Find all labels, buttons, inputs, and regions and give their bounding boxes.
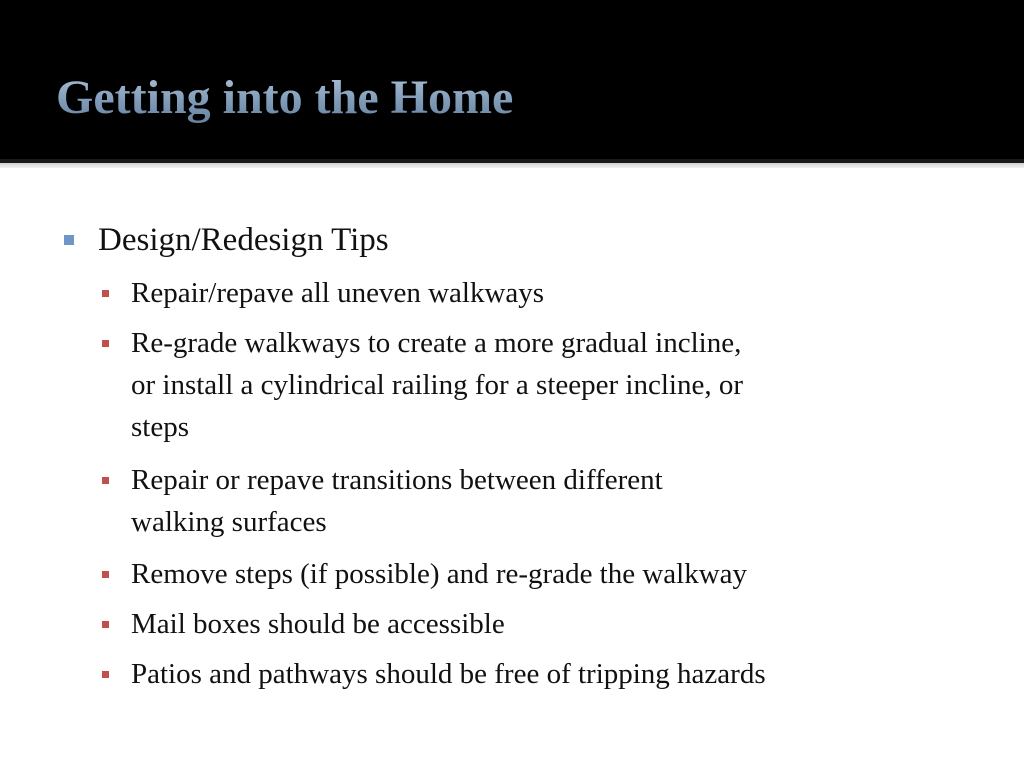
level2-bullet-icon (102, 621, 109, 628)
sub-bullet-line: steps (131, 411, 189, 443)
sub-bullet-line: walking surfaces (131, 506, 327, 538)
sub-bullet-line: Re-grade walkways to create a more gradual incline, (131, 327, 742, 359)
sub-bullet-line: or install a cylindrical railing for a steeper incline, or (131, 369, 743, 401)
level2-bullet-icon (102, 340, 109, 347)
sub-bullet-line: Repair or repave transitions between different (131, 464, 663, 496)
level1-bullet-icon (64, 235, 74, 245)
level2-bullet-icon (102, 671, 109, 678)
title-bar (0, 0, 1024, 159)
level2-bullet-icon (102, 290, 109, 297)
bullet-heading: Design/Redesign Tips (98, 222, 389, 258)
sub-bullet-line: Repair/repave all uneven walkways (131, 277, 545, 309)
level2-bullet-icon (102, 477, 109, 484)
slide-title: Getting into the Home (56, 66, 513, 130)
sub-bullet-line: Mail boxes should be accessible (131, 608, 505, 640)
title-divider-light (0, 163, 1024, 168)
level2-bullet-icon (102, 571, 109, 578)
sub-bullet-line: Remove steps (if possible) and re-grade the walkway (131, 558, 748, 590)
sub-bullet-line: Patios and pathways should be free of tripping hazards (131, 658, 766, 690)
